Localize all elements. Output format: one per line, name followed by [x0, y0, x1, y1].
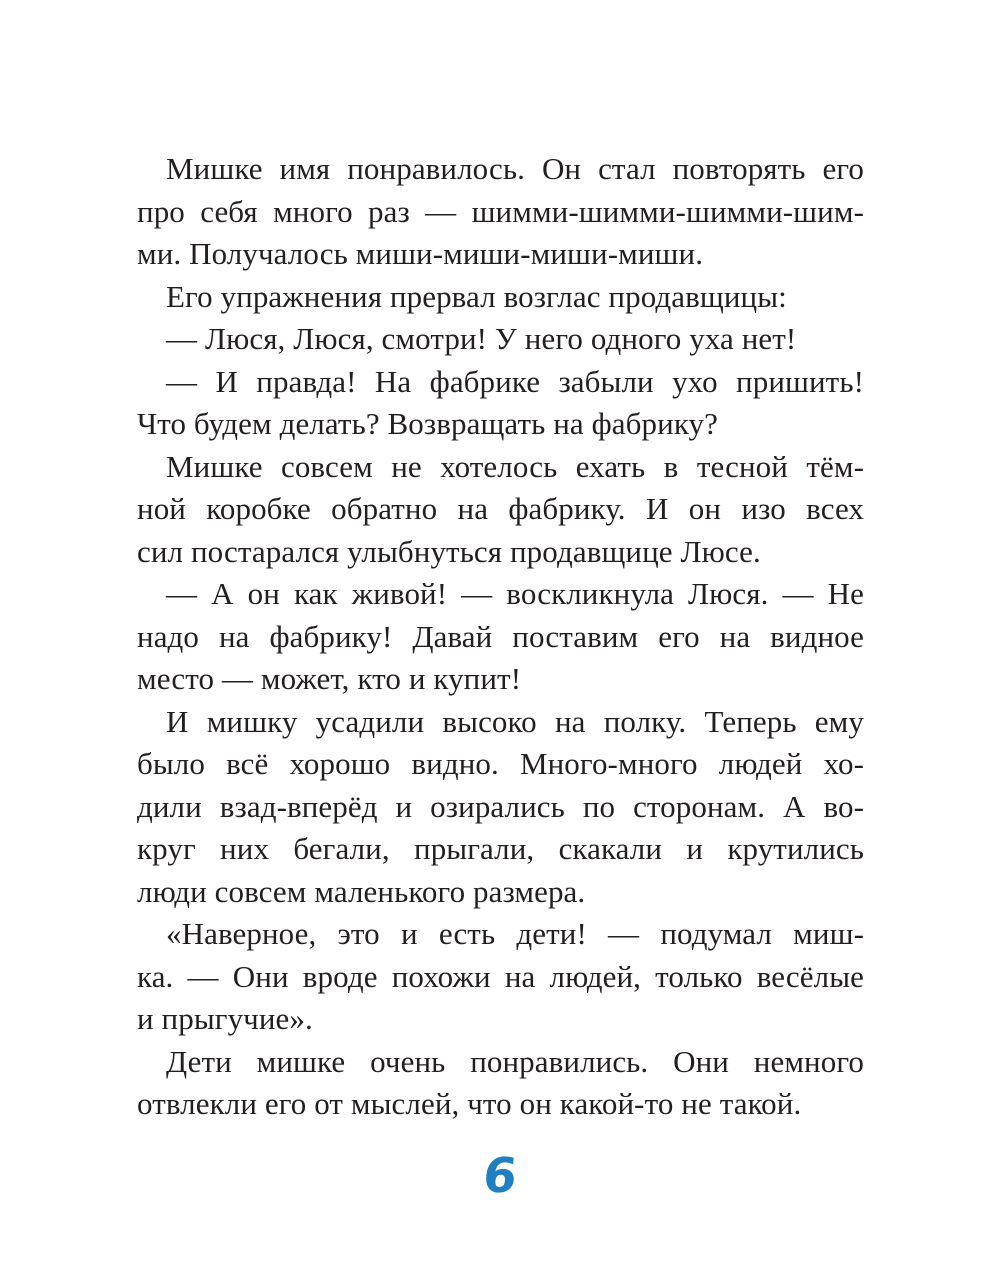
- paragraph: [137, 701, 864, 914]
- text-line: Мишке совсем не хотелось ехать в тесной тём-: [166, 448, 864, 484]
- text-line: и прыгучие».: [137, 1001, 313, 1036]
- paragraph: [137, 318, 864, 361]
- text-line: Что будем делать? Возвращать на фабрику?: [137, 406, 718, 441]
- page-body-text: [137, 148, 864, 1126]
- paragraph: [137, 276, 864, 319]
- paragraph: [137, 573, 864, 701]
- text-line: сил постарался улыбнуться продавщице Люсе.: [137, 533, 761, 569]
- text-line: — А он как живой! — воскликнула Люся. — Не: [166, 576, 864, 611]
- text-line: отвлекли его от мыслей, что он какой-то не такой.: [137, 1086, 802, 1121]
- paragraph: [137, 913, 864, 1041]
- text-line: ми. Получалось миши-миши-миши-миши.: [137, 236, 704, 271]
- text-line: «Наверное, это и есть дети! — подумал миш-: [166, 916, 864, 951]
- text-line: про себя много раз — шимми-шимми-шимми-шим-: [137, 193, 864, 229]
- text-line: — Люся, Люся, смотри! У него одного уха нет!: [166, 321, 797, 356]
- text-line: ной коробке обратно на фабрику. И он изо всех: [137, 491, 864, 526]
- paragraph: [137, 361, 864, 446]
- text-line: — И правда! На фабрике забыли ухо пришить!: [166, 363, 864, 399]
- text-line: И мишку усадили высоко на полку. Теперь ему: [166, 703, 864, 739]
- paragraph: [137, 148, 864, 276]
- text-line: надо на фабрику! Давай поставим его на видное: [137, 618, 864, 654]
- text-line: Его упражнения прервал возглас продавщицы:: [166, 278, 787, 314]
- text-line: было всё хорошо видно. Много-много людей хо-: [137, 746, 864, 781]
- paragraph: [137, 446, 864, 574]
- text-line: круг них бегали, прыгали, скакали и крутились: [137, 831, 864, 866]
- text-line: дили взад-вперёд и озирались по сторонам. А во-: [137, 788, 864, 824]
- text-line: Мишке имя понравилось. Он стал повторять его: [166, 151, 864, 186]
- page-number: 6: [480, 1148, 520, 1204]
- text-line: место — может, кто и купит!: [137, 661, 522, 696]
- text-line: ка. — Они вроде похожи на людей, только весёлые: [137, 958, 864, 994]
- text-line: люди совсем маленького размера.: [137, 873, 586, 909]
- paragraph: [137, 1041, 864, 1126]
- text-line: Дети мишке очень понравились. Они немного: [166, 1043, 864, 1079]
